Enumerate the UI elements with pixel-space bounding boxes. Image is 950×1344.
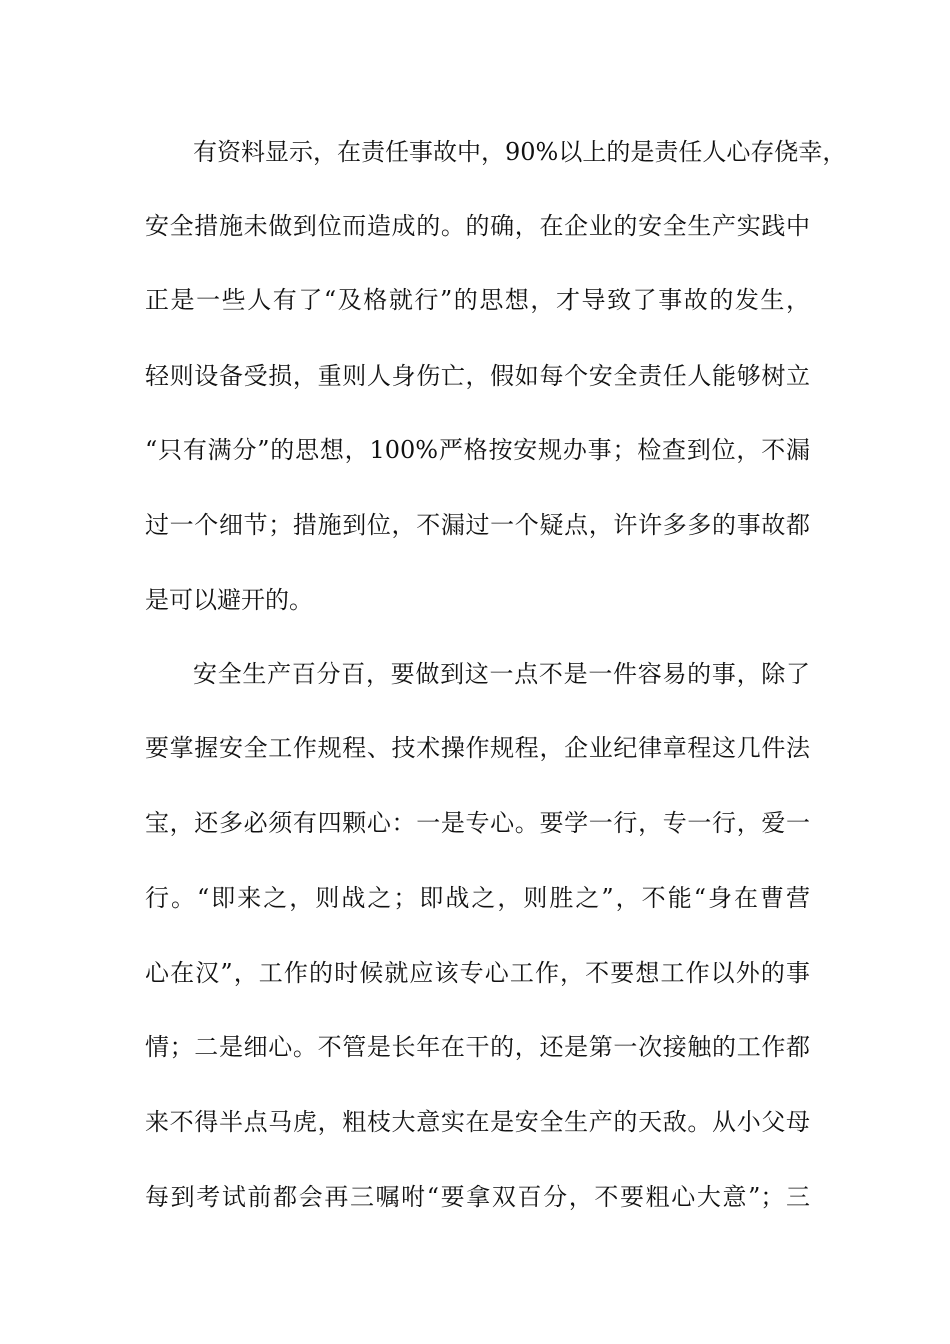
text-line: 要掌握安全工作规程、技术操作规程，企业纪律章程这几件法 bbox=[145, 734, 810, 762]
text-line: 行。“即来之，则战之；即战之，则胜之”，不能“身在曹营 bbox=[145, 884, 810, 912]
text-line: “只有满分”的思想，100%严格按安规办事；检查到位，不漏 bbox=[145, 436, 810, 464]
text-line: 有资料显示，在责任事故中，90%以上的是责任人心存侥幸， bbox=[193, 138, 847, 166]
text-line: 正是一些人有了“及格就行”的思想，才导致了事故的发生， bbox=[145, 286, 810, 314]
text-line: 是可以避开的。 bbox=[145, 586, 313, 614]
text-line: 情；二是细心。不管是长年在干的，还是第一次接触的工作都 bbox=[145, 1033, 810, 1061]
text-line: 过一个细节；措施到位，不漏过一个疑点，许许多多的事故都 bbox=[145, 511, 810, 539]
text-line: 每到考试前都会再三嘱咐“要拿双百分，不要粗心大意”；三 bbox=[145, 1183, 810, 1211]
text-line: 安全生产百分百，要做到这一点不是一件容易的事，除了 bbox=[193, 660, 810, 688]
text-line: 来不得半点马虎，粗枝大意实在是安全生产的天敌。从小父母 bbox=[145, 1108, 810, 1136]
text-line: 宝，还多必须有四颗心：一是专心。要学一行，专一行，爱一 bbox=[145, 809, 810, 837]
text-line: 安全措施未做到位而造成的。的确，在企业的安全生产实践中 bbox=[145, 212, 810, 240]
text-line: 轻则设备受损，重则人身伤亡，假如每个安全责任人能够树立 bbox=[145, 362, 810, 390]
text-line: 心在汉”，工作的时候就应该专心工作，不要想工作以外的事 bbox=[145, 959, 810, 987]
